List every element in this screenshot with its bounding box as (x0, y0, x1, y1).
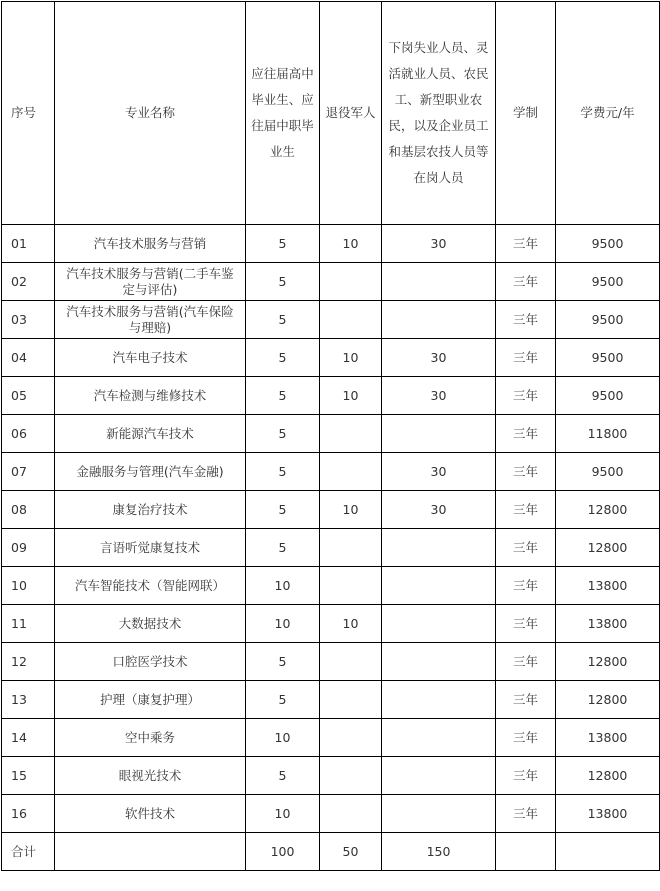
header-major: 专业名称 (55, 2, 246, 225)
header-hs-grads: 应往届高中毕业生、应往届中职毕业生 (246, 2, 320, 225)
table-row (2, 567, 660, 605)
cell-duration: 三年 (496, 719, 556, 757)
header-veterans: 退役军人 (320, 2, 382, 225)
cell-duration: 三年 (496, 757, 556, 795)
cell-major: 汽车电子技术 (55, 339, 246, 377)
cell-workers: 30 (382, 225, 496, 263)
cell-duration: 三年 (496, 643, 556, 681)
cell-hs-grads: 10 (246, 719, 320, 757)
cell-workers (382, 643, 496, 681)
table-row (2, 415, 660, 453)
cell-tuition: 12800 (556, 491, 660, 529)
cell-index: 10 (2, 567, 55, 605)
cell-duration: 三年 (496, 415, 556, 453)
table-row (2, 643, 660, 681)
cell-veterans (320, 263, 382, 301)
cell-workers: 30 (382, 453, 496, 491)
cell-major: 大数据技术 (55, 605, 246, 643)
cell-veterans (320, 529, 382, 567)
cell-duration: 三年 (496, 263, 556, 301)
cell-veterans (320, 795, 382, 833)
cell-tuition: 9500 (556, 225, 660, 263)
total-hs-grads: 100 (246, 833, 320, 871)
cell-workers: 30 (382, 491, 496, 529)
table-row (2, 681, 660, 719)
table-row (2, 605, 660, 643)
table-row (2, 225, 660, 263)
cell-duration: 三年 (496, 529, 556, 567)
cell-major: 汽车技术服务与营销 (55, 225, 246, 263)
enrollment-table (1, 1, 660, 871)
header-index: 序号 (2, 2, 55, 225)
table-row (2, 377, 660, 415)
cell-veterans (320, 719, 382, 757)
header-row (2, 2, 660, 225)
cell-hs-grads: 5 (246, 681, 320, 719)
cell-tuition: 11800 (556, 415, 660, 453)
table-row (2, 339, 660, 377)
cell-index: 07 (2, 453, 55, 491)
total-row (2, 833, 660, 871)
table-row (2, 719, 660, 757)
cell-tuition: 13800 (556, 795, 660, 833)
cell-veterans (320, 301, 382, 339)
cell-major: 眼视光技术 (55, 757, 246, 795)
table-row (2, 301, 660, 339)
cell-veterans (320, 681, 382, 719)
cell-index: 08 (2, 491, 55, 529)
cell-hs-grads: 5 (246, 529, 320, 567)
cell-major: 空中乘务 (55, 719, 246, 757)
cell-workers (382, 795, 496, 833)
header-duration: 学制 (496, 2, 556, 225)
cell-veterans (320, 567, 382, 605)
cell-workers (382, 681, 496, 719)
table-row (2, 491, 660, 529)
cell-duration: 三年 (496, 795, 556, 833)
cell-tuition: 12800 (556, 643, 660, 681)
cell-veterans: 10 (320, 491, 382, 529)
cell-major: 新能源汽车技术 (55, 415, 246, 453)
cell-veterans: 10 (320, 605, 382, 643)
cell-hs-grads: 5 (246, 377, 320, 415)
total-tuition (556, 833, 660, 871)
cell-tuition: 12800 (556, 681, 660, 719)
total-veterans: 50 (320, 833, 382, 871)
cell-tuition: 9500 (556, 339, 660, 377)
cell-tuition: 9500 (556, 377, 660, 415)
cell-veterans (320, 643, 382, 681)
cell-veterans: 10 (320, 339, 382, 377)
cell-hs-grads: 5 (246, 225, 320, 263)
cell-duration: 三年 (496, 453, 556, 491)
cell-index: 11 (2, 605, 55, 643)
cell-duration: 三年 (496, 225, 556, 263)
cell-duration: 三年 (496, 491, 556, 529)
table-row (2, 263, 660, 301)
header-workers: 下岗失业人员、灵活就业人员、农民工、新型职业农民，以及企业员工和基层农技人员等在岗人员 (382, 2, 496, 225)
cell-hs-grads: 5 (246, 757, 320, 795)
cell-hs-grads: 5 (246, 301, 320, 339)
cell-tuition: 9500 (556, 263, 660, 301)
cell-veterans (320, 757, 382, 795)
cell-index: 14 (2, 719, 55, 757)
cell-tuition: 9500 (556, 453, 660, 491)
cell-workers (382, 605, 496, 643)
cell-veterans (320, 453, 382, 491)
cell-index: 16 (2, 795, 55, 833)
cell-tuition: 9500 (556, 301, 660, 339)
table-row (2, 453, 660, 491)
cell-tuition: 13800 (556, 719, 660, 757)
total-major (55, 833, 246, 871)
cell-veterans (320, 415, 382, 453)
cell-index: 01 (2, 225, 55, 263)
cell-tuition: 13800 (556, 567, 660, 605)
cell-workers (382, 263, 496, 301)
cell-major: 康复治疗技术 (55, 491, 246, 529)
cell-veterans: 10 (320, 225, 382, 263)
table-body (2, 225, 660, 833)
cell-index: 03 (2, 301, 55, 339)
cell-major: 口腔医学技术 (55, 643, 246, 681)
cell-index: 06 (2, 415, 55, 453)
total-duration (496, 833, 556, 871)
cell-workers (382, 719, 496, 757)
cell-tuition: 12800 (556, 529, 660, 567)
cell-duration: 三年 (496, 605, 556, 643)
cell-duration: 三年 (496, 681, 556, 719)
cell-major: 汽车检测与维修技术 (55, 377, 246, 415)
cell-workers: 30 (382, 377, 496, 415)
total-label: 合计 (2, 833, 55, 871)
cell-index: 09 (2, 529, 55, 567)
cell-workers (382, 529, 496, 567)
cell-tuition: 13800 (556, 605, 660, 643)
cell-index: 15 (2, 757, 55, 795)
cell-major: 护理（康复护理） (55, 681, 246, 719)
table-row (2, 529, 660, 567)
cell-major: 言语听觉康复技术 (55, 529, 246, 567)
cell-index: 13 (2, 681, 55, 719)
cell-hs-grads: 5 (246, 643, 320, 681)
cell-major: 金融服务与管理(汽车金融) (55, 453, 246, 491)
cell-workers (382, 415, 496, 453)
cell-workers (382, 301, 496, 339)
header-tuition: 学费元/年 (556, 2, 660, 225)
cell-workers (382, 757, 496, 795)
cell-duration: 三年 (496, 301, 556, 339)
cell-index: 12 (2, 643, 55, 681)
cell-duration: 三年 (496, 567, 556, 605)
cell-hs-grads: 10 (246, 605, 320, 643)
cell-index: 02 (2, 263, 55, 301)
cell-hs-grads: 5 (246, 263, 320, 301)
cell-duration: 三年 (496, 377, 556, 415)
cell-hs-grads: 5 (246, 453, 320, 491)
cell-duration: 三年 (496, 339, 556, 377)
table-row (2, 795, 660, 833)
cell-major: 汽车技术服务与营销(汽车保险与理赔) (55, 301, 246, 339)
cell-workers (382, 567, 496, 605)
cell-hs-grads: 10 (246, 567, 320, 605)
total-workers: 150 (382, 833, 496, 871)
cell-major: 汽车智能技术（智能网联） (55, 567, 246, 605)
cell-hs-grads: 5 (246, 415, 320, 453)
cell-index: 05 (2, 377, 55, 415)
cell-veterans: 10 (320, 377, 382, 415)
cell-major: 汽车技术服务与营销(二手车鉴定与评估) (55, 263, 246, 301)
cell-hs-grads: 10 (246, 795, 320, 833)
cell-hs-grads: 5 (246, 491, 320, 529)
cell-tuition: 12800 (556, 757, 660, 795)
cell-index: 04 (2, 339, 55, 377)
cell-hs-grads: 5 (246, 339, 320, 377)
table-row (2, 757, 660, 795)
cell-workers: 30 (382, 339, 496, 377)
cell-major: 软件技术 (55, 795, 246, 833)
